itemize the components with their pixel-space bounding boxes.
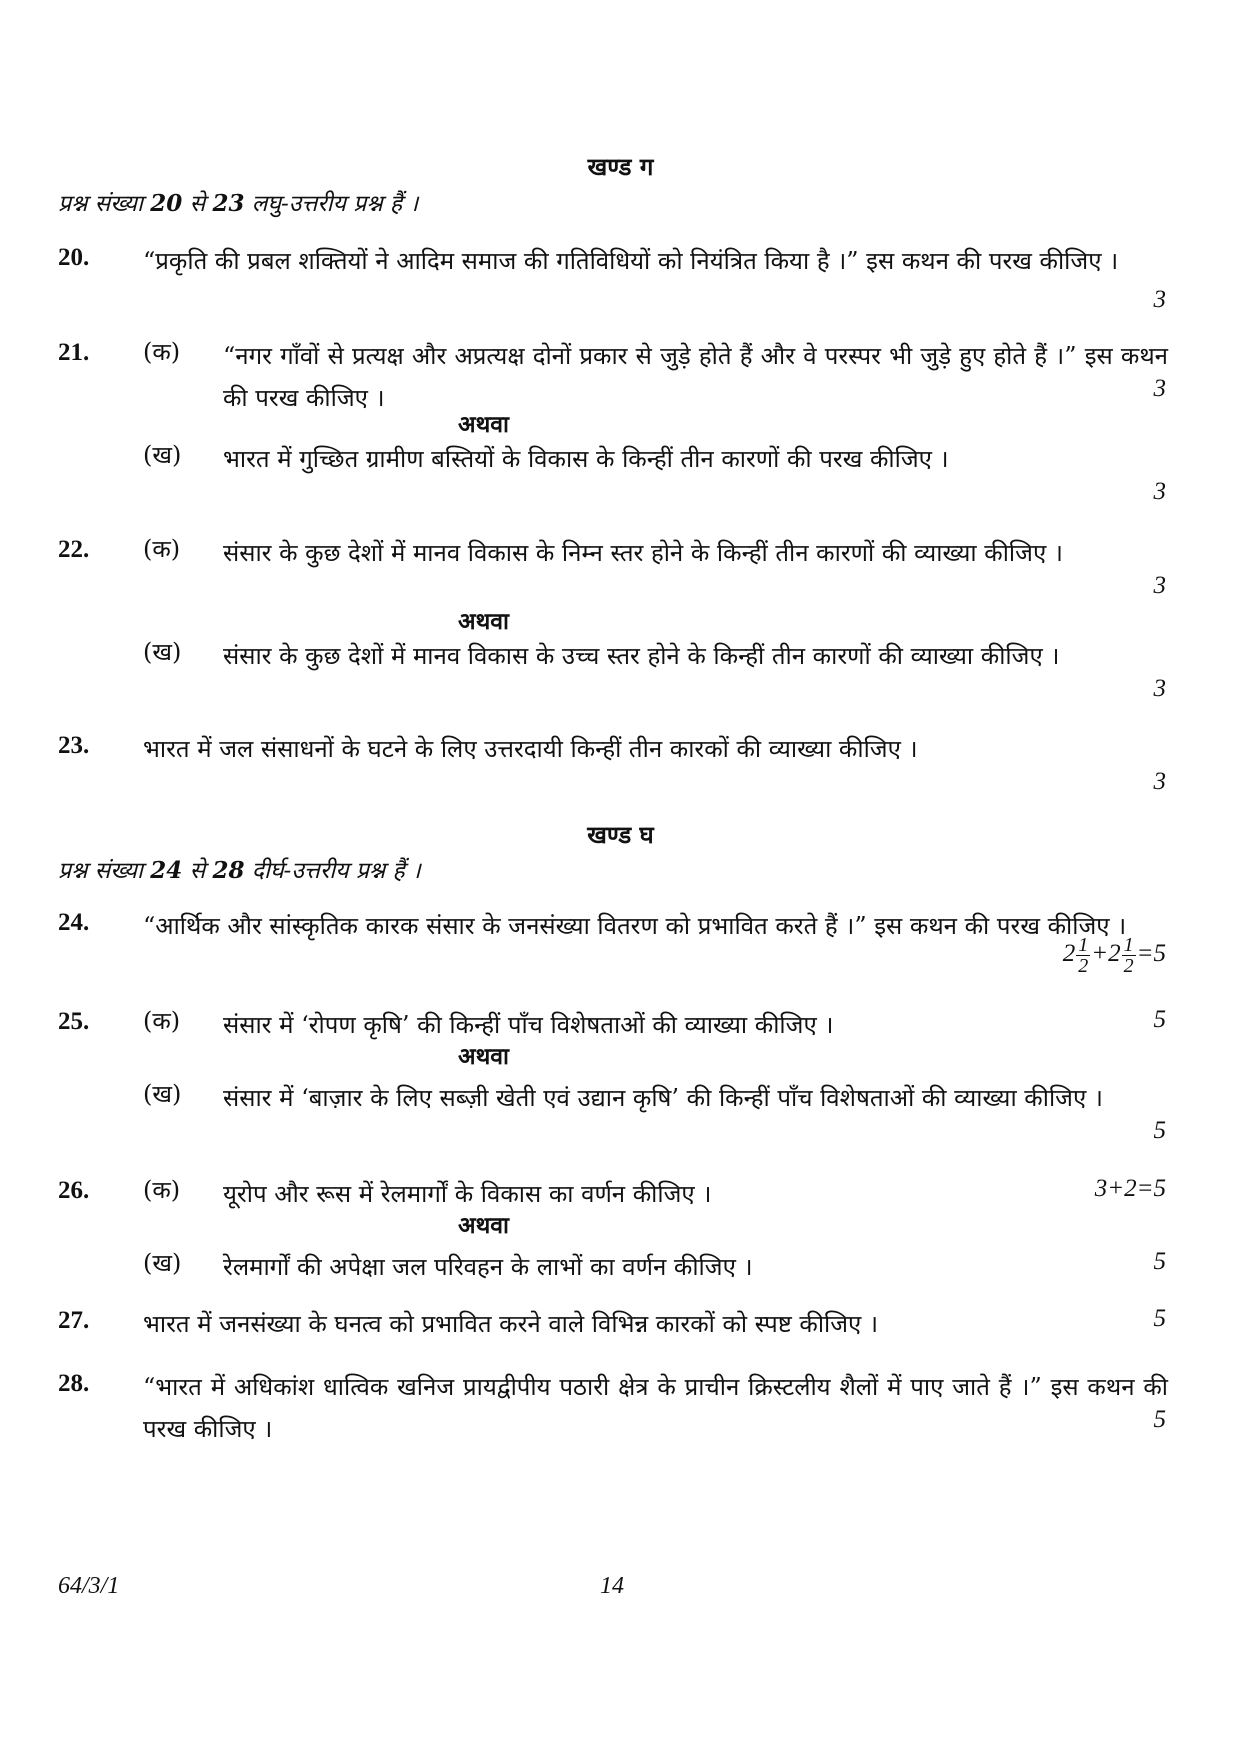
question-number: 27. xyxy=(58,1307,90,1334)
page-number: 14 xyxy=(600,1573,624,1599)
option-b-label: (ख) xyxy=(143,638,182,666)
option-b-label: (ख) xyxy=(143,1249,182,1277)
question-marks: 2 $\frac{1}{2}$ +2 $\frac{1}{2}$ =5 xyxy=(1062,934,1166,977)
question-marks: 5 xyxy=(1153,1305,1166,1332)
fraction-half: $\frac{1}{2}$ xyxy=(1123,934,1134,977)
question-text: “आर्थिक और सांस्कृतिक कारक संसार के जनसंख्या वितरण को प्रभावित करते हैं ।” इस कथन की परख कीजिए । xyxy=(143,912,1127,940)
or-separator: अथवा xyxy=(458,608,510,635)
option-b-text: संसार के कुछ देशों में मानव विकास के उच्च स्तर होने के किन्हीं तीन कारणों की व्याख्या कीजिए । xyxy=(223,642,1060,670)
option-b-text: भारत में गुच्छित ग्रामीण बस्तियों के विकास के किन्हीं तीन कारणों की परख कीजिए । xyxy=(223,445,949,473)
option-a-label: (क) xyxy=(143,535,181,563)
question-number: 28. xyxy=(58,1370,90,1397)
or-separator: अथवा xyxy=(458,1212,510,1239)
fraction-half: $\frac{1}{2}$ xyxy=(1078,934,1089,977)
or-separator: अथवा xyxy=(458,1043,510,1070)
option-a-marks: 3+2=5 xyxy=(1094,1175,1166,1202)
question-text: भारत में जनसंख्या के घनत्व को प्रभावित करने वाले विभिन्न कारकों को स्पष्ट कीजिए । xyxy=(143,1310,879,1338)
option-a-marks: 3 xyxy=(1153,572,1166,599)
option-b-marks: 3 xyxy=(1153,478,1166,505)
question-number: 22. xyxy=(58,536,90,563)
question-marks: 5 xyxy=(1153,1406,1166,1433)
question-text: भारत में जल संसाधनों के घटने के लिए उत्तरदायी किन्हीं तीन कारकों की व्याख्या कीजिए । xyxy=(143,735,918,763)
question-number: 24. xyxy=(58,909,90,936)
option-a-marks: 5 xyxy=(1153,1006,1166,1033)
option-b-text: रेलमार्गों की अपेक्षा जल परिवहन के लाभों का वर्णन कीजिए । xyxy=(223,1253,753,1281)
question-number: 21. xyxy=(58,339,90,366)
section-c-title: खण्ड ग xyxy=(587,152,654,181)
question-number: 20. xyxy=(58,244,90,271)
section-c-instruction: प्रश्न संख्या 20 से 23 लघु-उत्तरीय प्रश्न हैं । xyxy=(58,190,419,217)
option-b-marks: 3 xyxy=(1153,675,1166,702)
option-a-text: “नगर गाँवों से प्रत्यक्ष और अप्रत्यक्ष दोनों प्रकार से जुड़े होते हैं और वे परस्पर भी जुड़े हुए होते हैं ।” इस कथन की परख कीजिए । xyxy=(223,342,1168,412)
option-b-marks: 5 xyxy=(1153,1117,1166,1144)
section-d-title: खण्ड घ xyxy=(587,820,654,849)
question-text: “भारत में अधिकांश धात्विक खनिज प्रायद्वीपीय पठारी क्षेत्र के प्राचीन क्रिस्टलीय शैलों में पाए जाते हैं ।” इस कथन की परख कीजिए । xyxy=(143,1373,1168,1443)
question-number: 23. xyxy=(58,732,90,759)
option-b-label: (ख) xyxy=(143,1080,182,1108)
question-marks: 3 xyxy=(1153,286,1166,313)
option-b-marks: 5 xyxy=(1153,1248,1166,1275)
option-a-text: यूरोप और रूस में रेलमार्गों के विकास का वर्णन कीजिए । xyxy=(223,1180,712,1208)
option-a-marks: 3 xyxy=(1153,375,1166,402)
option-a-label: (क) xyxy=(143,1007,181,1035)
option-a-label: (क) xyxy=(143,338,181,366)
paper-code: 64/3/1 xyxy=(58,1573,120,1599)
question-marks: 3 xyxy=(1153,768,1166,795)
or-separator: अथवा xyxy=(458,411,510,438)
option-b-text: संसार में ‘बाज़ार के लिए सब्ज़ी खेती एवं उद्यान कृषि’ की किन्हीं पाँच विशेषताओं की व्याख्या कीजिए । xyxy=(223,1084,1103,1112)
option-a-label: (क) xyxy=(143,1176,181,1204)
question-number: 25. xyxy=(58,1008,90,1035)
option-b-label: (ख) xyxy=(143,441,182,469)
section-d-instruction: प्रश्न संख्या 24 से 28 दीर्घ-उत्तरीय प्रश्न हैं । xyxy=(58,857,421,884)
option-a-text: संसार में ‘रोपण कृषि’ की किन्हीं पाँच विशेषताओं की व्याख्या कीजिए । xyxy=(223,1011,834,1039)
question-text: “प्रकृति की प्रबल शक्तियों ने आदिम समाज की गतिविधियों को नियंत्रित किया है ।” इस कथन की परख कीजिए । xyxy=(143,247,1119,275)
question-number: 26. xyxy=(58,1177,90,1204)
option-a-text: संसार के कुछ देशों में मानव विकास के निम्न स्तर होने के किन्हीं तीन कारणों की व्याख्या कीजिए । xyxy=(223,539,1063,567)
